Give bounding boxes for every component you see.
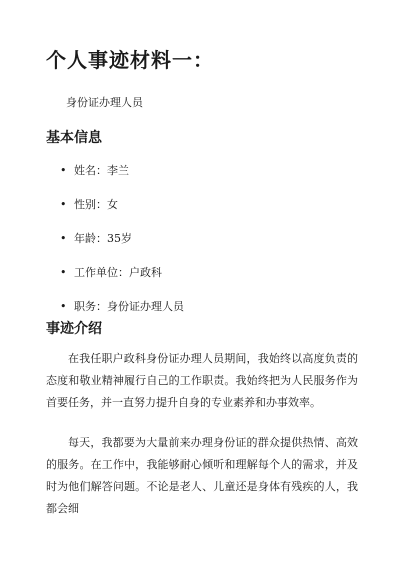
document-subtitle: 身份证办理人员 [66,96,143,109]
section-heading-basic-info: 基本信息 [46,130,102,146]
deeds-paragraph-2: 每天，我都要为大量前来办理身份证的群众提供热情、高效的服务。在工作中，我能够耐心倾听和理解每个人的需求，并及时为他们解答问题。不论是老人、儿童还是身体有残疾的人，我都会细 [46,436,358,515]
info-item-workplace: • 工作单位：户政科 [60,265,184,299]
deeds-paragraph-1: 在我任职户政科身份证办理人员期间，我始终以高度负责的态度和敬业精神履行自己的工作职责。我始终把为人民服务作为首要任务，并一直努力提升自身的专业素养和办事效率。 [46,352,358,409]
info-item-gender: • 性别：女 [60,197,184,231]
document-title: 个人事迹材料一： [46,48,214,72]
section-heading-deeds: 事迹介绍 [46,321,102,337]
info-item-position: • 职务：身份证办理人员 [60,299,184,333]
basic-info-list [60,163,184,333]
info-item-name: • 姓名：李兰 [60,163,184,197]
info-item-age: • 年龄：35岁 [60,231,184,265]
